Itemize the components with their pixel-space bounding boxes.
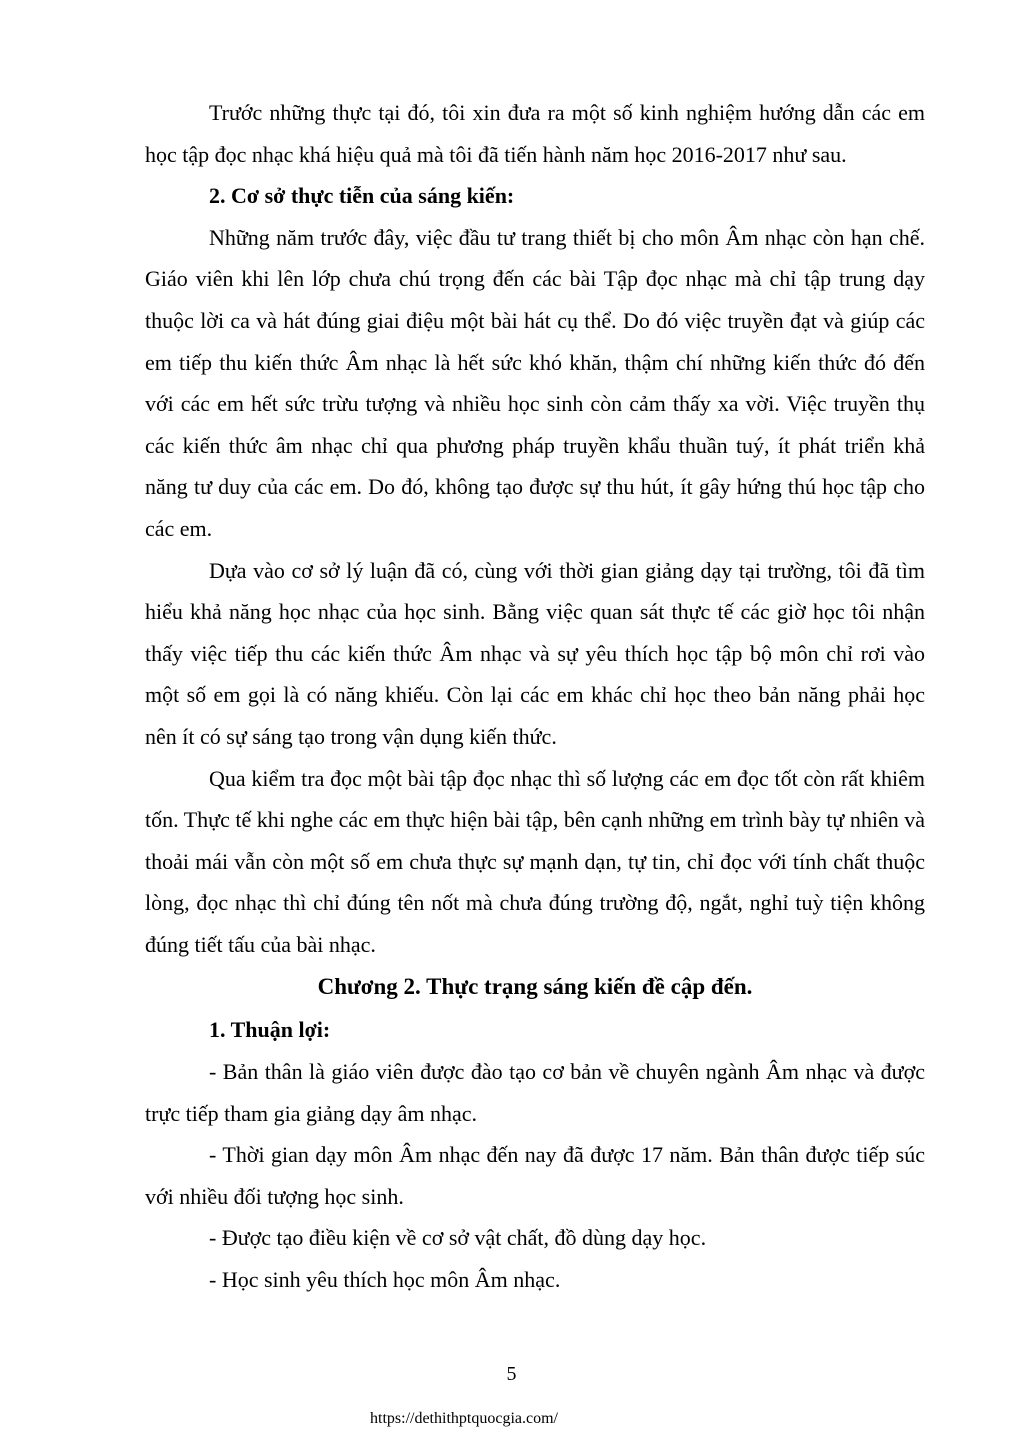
list-item: - Bản thân là giáo viên được đào tạo cơ bản về chuyên ngành Âm nhạc và được trực tiếp tham gia giảng dạy âm nhạc. — [145, 1059, 925, 1126]
paragraph-assessment: Qua kiểm tra đọc một bài tập đọc nhạc thì số lượng các em đọc tốt còn rất khiêm tốn. Thực tế khi nghe các em thực hiện bài tập, bên cạnh những em trình bày tự nhiên và thoải mái vẫn còn một số em chưa thực sự mạnh dạn, tự tin, chỉ đọc với tính chất thuộc lòng, đọc nhạc thì chỉ đúng tên nốt mà chưa đúng trường độ, ngắt, nghỉ tuỳ tiện không đúng tiết tấu của bài nhạc. — [145, 765, 925, 957]
footer-url-link[interactable]: https://dethithptquocgia.com/ — [370, 1410, 558, 1427]
page-number: 5 — [506, 1363, 517, 1385]
chapter-title: Chương 2. Thực trạng sáng kiến đề cập đến. — [317, 974, 753, 1000]
paragraph-intro: Trước những thực tại đó, tôi xin đưa ra một số kinh nghiệm hướng dẫn các em học tập đọc nhạc khá hiệu quả mà tôi đã tiến hành năm học 2016-2017 như sau. — [145, 100, 925, 167]
list-item: - Được tạo điều kiện về cơ sở vật chất, đồ dùng dạy học. — [209, 1225, 707, 1251]
paragraph-observation: Dựa vào cơ sở lý luận đã có, cùng với thời gian giảng dạy tại trường, tôi đã tìm hiểu khả năng học nhạc của học sinh. Bằng việc quan sát thực tế các giờ học tôi nhận thấy việc tiếp thu các kiến thức Âm nhạc và sự yêu thích học tập bộ môn chỉ rơi vào một số em gọi là có năng khiếu. Còn lại các em khác chỉ học theo bản năng phải học nên ít có sự sáng tạo trong vận dụng kiến thức. — [145, 557, 925, 749]
section-heading-practical-basis: 2. Cơ sở thực tiễn của sáng kiến: — [209, 183, 515, 209]
list-item: - Thời gian dạy môn Âm nhạc đến nay đã được 17 năm. Bản thân được tiếp súc với nhiều đối tượng học sinh. — [145, 1142, 925, 1209]
paragraph-equipment: Những năm trước đây, việc đầu tư trang thiết bị cho môn Âm nhạc còn hạn chế. Giáo viên khi lên lớp chưa chú trọng đến các bài Tập đọc nhạc mà chỉ tập trung dạy thuộc lời ca và hát đúng giai điệu một bài hát cụ thể. Do đó việc truyền đạt và giúp các em tiếp thu kiến thức Âm nhạc là hết sức khó khăn, thậm chí những kiến thức đó đến với các em hết sức trừu tượng và nhiều học sinh còn cảm thấy xa vời. Việc truyền thụ các kiến thức âm nhạc chỉ qua phương pháp truyền khẩu thuần tuý, ít phát triển khả năng tư duy của các em. Do đó, không tạo được sự thu hút, ít gây hứng thú học tập cho các em. — [145, 224, 925, 541]
section-heading-advantages: 1. Thuận lợi: — [209, 1017, 331, 1043]
list-item: - Học sinh yêu thích học môn Âm nhạc. — [209, 1267, 561, 1293]
document-body — [145, 92, 925, 1301]
